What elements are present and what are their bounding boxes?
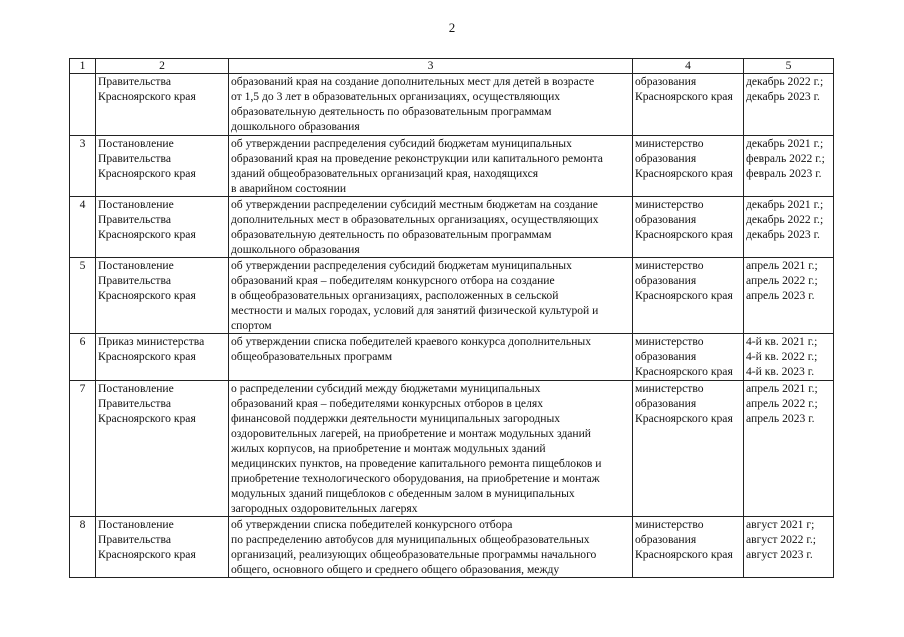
- responsible-body: министерство образования Красноярского края: [633, 197, 744, 258]
- document-type: Правительства Красноярского края: [96, 74, 229, 136]
- document-type: Приказ министерства Красноярского края: [96, 334, 229, 381]
- measures-table: [69, 58, 834, 578]
- table-row: [70, 74, 834, 136]
- table-row: [70, 381, 834, 517]
- document-type: Постановление Правительства Красноярского края: [96, 136, 229, 197]
- row-number: 7: [70, 381, 96, 517]
- row-number: [70, 74, 96, 136]
- table-header-row: [70, 59, 834, 74]
- document-title: о распределении субсидий между бюджетами муниципальных образований края – победителями конкурсных отборов в целях финансовой поддержки деятельности муниципальных загородных оздоровительных лагерей, на приобретение и монтаж модульных зданий жилых корпусов, на приобретение и монтаж модульных зданий медицинских пунктов, на проведение капитального ремонта пищеблоков и приобретение технологического оборудования, на приобретение и монтаж модульных зданий пищеблоков с обеденным залом в муниципальных загородных оздоровительных лагерях: [229, 381, 633, 517]
- table-row: [70, 517, 834, 578]
- deadline: август 2021 г; август 2022 г.; август 2023 г.: [744, 517, 834, 578]
- deadline: 4-й кв. 2021 г.; 4-й кв. 2022 г.; 4-й кв. 2023 г.: [744, 334, 834, 381]
- table-row: [70, 258, 834, 334]
- column-header-4: 4: [633, 59, 744, 74]
- row-number: 8: [70, 517, 96, 578]
- document-type: Постановление Правительства Красноярского края: [96, 381, 229, 517]
- column-header-2: 2: [96, 59, 229, 74]
- document-title: об утверждении распределения субсидий бюджетам муниципальных образований края на проведение реконструкции или капитального ремонта зданий общеобразовательных организаций края, находящихся в аварийном состоянии: [229, 136, 633, 197]
- row-number: 6: [70, 334, 96, 381]
- responsible-body: образования Красноярского края: [633, 74, 744, 136]
- document-title: об утверждении списка победителей краевого конкурса дополнительных общеобразовательных программ: [229, 334, 633, 381]
- table-row: [70, 197, 834, 258]
- table-row: [70, 136, 834, 197]
- column-header-5: 5: [744, 59, 834, 74]
- responsible-body: министерство образования Красноярского края: [633, 136, 744, 197]
- document-title: об утверждении списка победителей конкурсного отбора по распределению автобусов для муниципальных общеобразовательных организаций, реализующих общеобразовательные программы начального общего, основного общего и среднего общего образования, между: [229, 517, 633, 578]
- column-header-3: 3: [229, 59, 633, 74]
- responsible-body: министерство образования Красноярского края: [633, 381, 744, 517]
- deadline: декабрь 2021 г.; февраль 2022 г.; февраль 2023 г.: [744, 136, 834, 197]
- row-number: 3: [70, 136, 96, 197]
- deadline: декабрь 2022 г.; декабрь 2023 г.: [744, 74, 834, 136]
- document-type: Постановление Правительства Красноярского края: [96, 258, 229, 334]
- table-row: [70, 334, 834, 381]
- responsible-body: министерство образования Красноярского края: [633, 258, 744, 334]
- document-title: образований края на создание дополнительных мест для детей в возрасте от 1,5 до 3 лет в образовательных организациях, осуществляющих образовательную деятельность по образовательным программам дошкольного образования: [229, 74, 633, 136]
- deadline: апрель 2021 г.; апрель 2022 г.; апрель 2023 г.: [744, 258, 834, 334]
- document-title: об утверждении распределения субсидий бюджетам муниципальных образований края – победителям конкурсного отбора на создание в общеобразовательных организациях, расположенных в сельской местности и малых городах, условий для занятий физической культурой и спортом: [229, 258, 633, 334]
- responsible-body: министерство образования Красноярского края: [633, 517, 744, 578]
- deadline: декабрь 2021 г.; декабрь 2022 г.; декабрь 2023 г.: [744, 197, 834, 258]
- responsible-body: министерство образования Красноярского края: [633, 334, 744, 381]
- document-type: Постановление Правительства Красноярского края: [96, 517, 229, 578]
- column-header-1: 1: [70, 59, 96, 74]
- row-number: 4: [70, 197, 96, 258]
- row-number: 5: [70, 258, 96, 334]
- deadline: апрель 2021 г.; апрель 2022 г.; апрель 2023 г.: [744, 381, 834, 517]
- document-type: Постановление Правительства Красноярского края: [96, 197, 229, 258]
- document-title: об утверждении распределении субсидий местным бюджетам на создание дополнительных мест в образовательных организациях, осуществляющих образовательную деятельность по образовательным программам дошкольного образования: [229, 197, 633, 258]
- page-number: 2: [448, 20, 456, 35]
